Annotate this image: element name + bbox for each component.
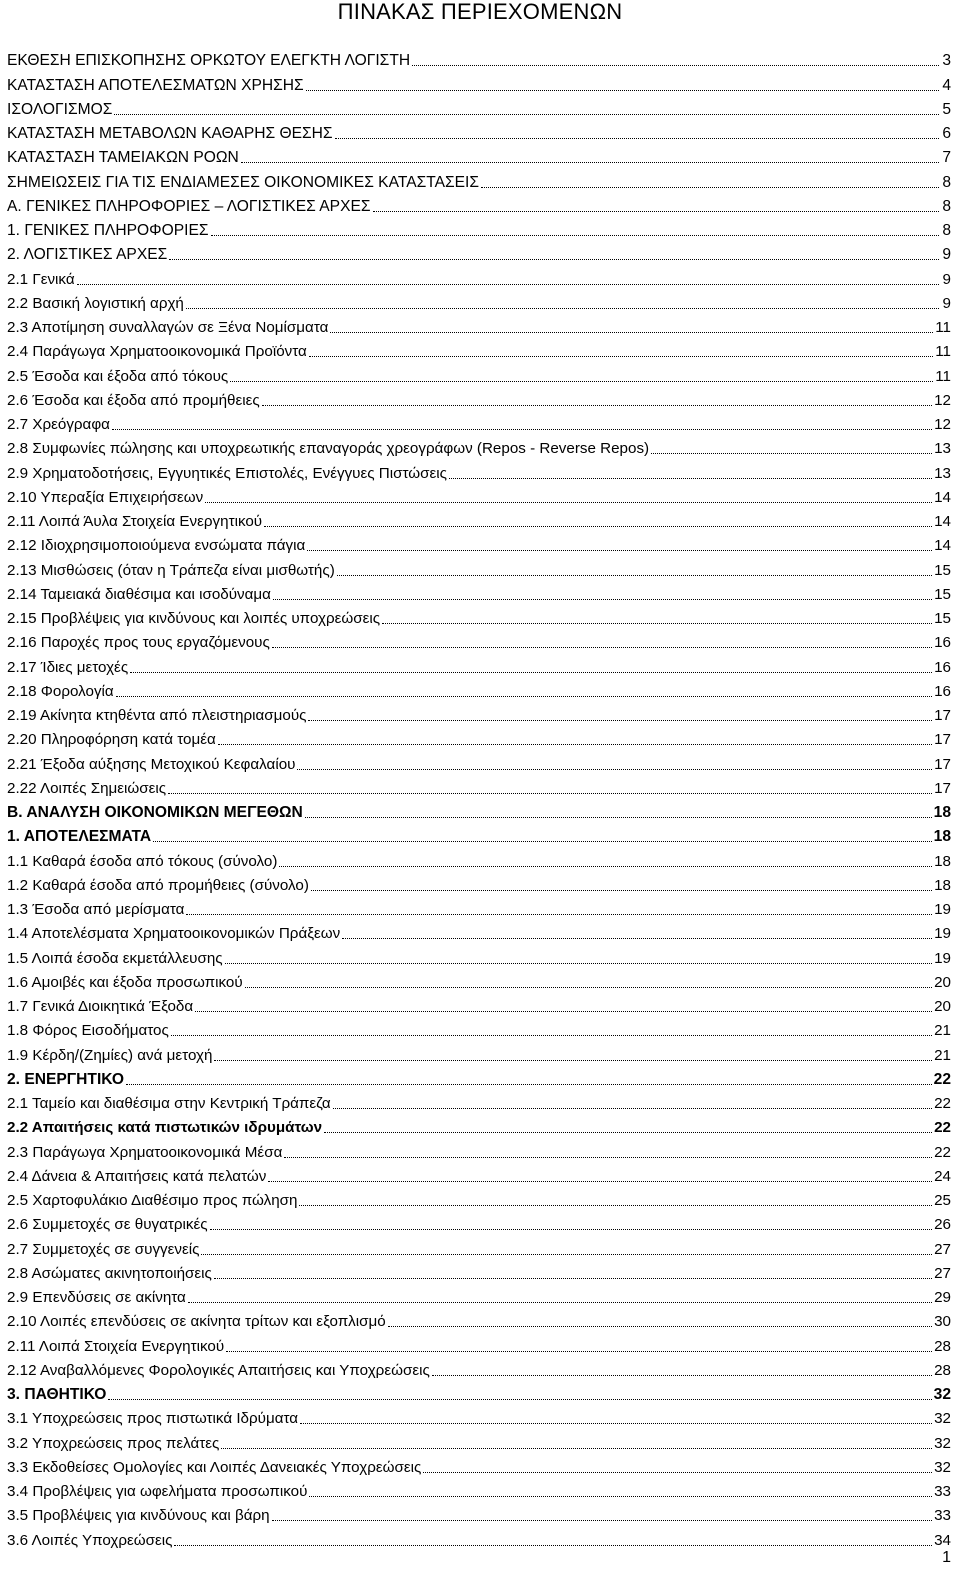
toc-entry[interactable] <box>7 1212 951 1236</box>
toc-entry[interactable] <box>7 169 951 193</box>
toc-dot-leader <box>77 284 939 285</box>
toc-dot-leader <box>311 890 932 891</box>
toc-entry[interactable] <box>7 1333 951 1357</box>
toc-entry-label: 2.11 Λοιπά Άυλα Στοιχεία Ενεργητικού <box>7 513 263 530</box>
toc-entry-page: 18 <box>934 876 951 894</box>
toc-dot-leader <box>423 1472 932 1473</box>
toc-entry-page: 8 <box>942 173 951 191</box>
toc-entry[interactable] <box>7 1430 951 1454</box>
toc-entry-label: ΚΑΤΑΣΤΑΣΗ ΜΕΤΑΒΟΛΩΝ ΚΑΘΑΡΗΣ ΘΕΣΗΣ <box>7 125 333 142</box>
toc-dot-leader <box>308 720 932 721</box>
toc-entry[interactable] <box>7 921 951 945</box>
toc-entry-label: 2.9 Επενδύσεις σε ακίνητα <box>7 1289 186 1306</box>
toc-entry-page: 32 <box>933 1386 951 1403</box>
toc-entry[interactable] <box>7 994 951 1018</box>
toc-dot-leader <box>651 453 932 454</box>
toc-entry[interactable] <box>7 388 951 412</box>
toc-dot-leader <box>218 744 932 745</box>
toc-entry-label: 2.12 Αναβαλλόμενες Φορολογικές Απαιτήσεις και Υποχρεώσεις <box>7 1361 430 1379</box>
toc-entry-page: 11 <box>935 343 951 361</box>
toc-entry-page: 27 <box>934 1264 951 1282</box>
toc-entry-label: ΙΣΟΛΟΓΙΣΜΟΣ <box>7 100 113 118</box>
toc-dot-leader <box>373 211 939 212</box>
toc-entry[interactable] <box>7 1503 951 1527</box>
toc-entry-label: ΕΚΘΕΣΗ ΕΠΙΣΚΟΠΗΣΗΣ ΟΡΚΩΤΟΥ ΕΛΕΓΚΤΗ ΛΟΓΙΣΤΗ <box>7 52 411 70</box>
toc-dot-leader <box>116 696 932 697</box>
toc-entry-label: 2. ΛΟΓΙΣΤΙΚΕΣ ΑΡΧΕΣ <box>7 246 168 264</box>
toc-entry-label: 1.5 Λοιπά έσοδα εκμετάλλευσης <box>7 949 223 967</box>
toc-entry-page: 18 <box>933 828 951 846</box>
toc-entry-page: 21 <box>934 1022 951 1040</box>
toc-entry[interactable] <box>7 1042 951 1066</box>
toc-entry[interactable] <box>7 291 951 315</box>
toc-entry-page: 9 <box>942 246 951 264</box>
toc-entry[interactable] <box>7 242 951 266</box>
toc-entry[interactable] <box>7 363 951 387</box>
toc-dot-leader <box>205 502 932 503</box>
toc-entry-label: 2.15 Προβλέψεις για κινδύνους και λοιπές υποχρεώσεις <box>7 610 381 627</box>
toc-entry[interactable] <box>7 751 951 775</box>
toc-entry-label: 2.4 Παράγωγα Χρηματοοικονομικά Προϊόντα <box>7 343 307 361</box>
toc-entry[interactable] <box>7 533 951 557</box>
toc-entry-label: 2.19 Ακίνητα κτηθέντα από πλειστηριασμούς <box>7 707 307 724</box>
toc-entry-page: 16 <box>934 658 951 676</box>
toc-entry-page: 26 <box>934 1216 951 1234</box>
toc-entry-label: 2.3 Παράγωγα Χρηματοοικονομικά Μέσα <box>7 1143 283 1161</box>
toc-entry-page: 32 <box>934 1458 951 1476</box>
toc-dot-leader <box>268 1181 932 1182</box>
toc-entry-page: 14 <box>934 488 951 506</box>
toc-entry-page: 17 <box>934 779 951 797</box>
toc-entry-page: 22 <box>934 1143 951 1161</box>
toc-entry-label: 2.18 Φορολογία <box>7 682 114 700</box>
toc-entry[interactable] <box>7 1382 951 1406</box>
table-of-contents <box>7 48 951 1552</box>
toc-entry-page: 5 <box>942 100 951 118</box>
toc-entry-label: 2.14 Ταμειακά διαθέσιμα και ισοδύναμα <box>7 585 271 603</box>
toc-entry-page: 22 <box>934 1095 951 1112</box>
toc-entry[interactable] <box>7 1188 951 1212</box>
toc-entry-label: 2.7 Συμμετοχές σε συγγενείς <box>7 1240 200 1258</box>
toc-entry[interactable] <box>7 1115 951 1139</box>
toc-entry-label: 2.21 Έξοδα αύξησης Μετοχικού Κεφαλαίου <box>7 755 296 773</box>
toc-entry-page: 14 <box>934 513 951 530</box>
toc-entry-page: 19 <box>934 901 951 918</box>
toc-entry[interactable] <box>7 121 951 145</box>
toc-entry-page: 22 <box>933 1070 951 1088</box>
toc-dot-leader <box>108 1399 931 1400</box>
toc-entry[interactable] <box>7 1527 951 1551</box>
toc-entry[interactable] <box>7 48 951 72</box>
toc-entry[interactable] <box>7 654 951 678</box>
toc-entry[interactable] <box>7 1455 951 1479</box>
toc-entry[interactable] <box>7 848 951 872</box>
toc-dot-leader <box>388 1326 932 1327</box>
toc-entry[interactable] <box>7 873 951 897</box>
toc-entry-label: 3.2 Υποχρεώσεις προς πελάτες <box>7 1434 220 1452</box>
toc-dot-leader <box>481 187 939 188</box>
toc-entry[interactable] <box>7 266 951 290</box>
toc-dot-leader <box>169 259 939 260</box>
toc-entry-label: 2.9 Χρηματοδοτήσεις, Εγγυητικές Επιστολές, Ενέγγυες Πιστώσεις <box>7 464 447 482</box>
toc-dot-leader <box>114 114 939 115</box>
toc-entry-page: 28 <box>934 1337 951 1355</box>
toc-dot-leader <box>126 1084 932 1085</box>
toc-entry-page: 21 <box>934 1046 951 1064</box>
toc-dot-leader <box>188 1302 932 1303</box>
toc-dot-leader <box>245 987 932 988</box>
toc-entry-page: 8 <box>942 197 951 215</box>
toc-entry[interactable] <box>7 606 951 630</box>
toc-entry-page: 12 <box>934 391 951 409</box>
toc-entry-page: 12 <box>934 416 951 433</box>
toc-dot-leader <box>195 1011 932 1012</box>
toc-entry[interactable] <box>7 218 951 242</box>
toc-entry-label: 2.1 Ταμείο και διαθέσιμα στην Κεντρική Τράπεζα <box>7 1095 331 1112</box>
toc-entry-page: 14 <box>934 537 951 555</box>
toc-dot-leader <box>174 1545 932 1546</box>
toc-entry-page: 6 <box>942 125 951 142</box>
toc-dot-leader <box>305 817 932 818</box>
toc-entry-page: 33 <box>934 1483 951 1500</box>
toc-entry-page: 17 <box>934 707 951 724</box>
toc-entry-page: 11 <box>935 319 951 336</box>
toc-entry-label: ΚΑΤΑΣΤΑΣΗ ΑΠΟΤΕΛΕΣΜΑΤΩΝ ΧΡΗΣΗΣ <box>7 76 304 94</box>
toc-entry-label: 3.6 Λοιπές Υποχρεώσεις <box>7 1531 173 1549</box>
toc-dot-leader <box>284 1157 932 1158</box>
toc-entry[interactable] <box>7 679 951 703</box>
toc-dot-leader <box>337 575 932 576</box>
toc-entry[interactable] <box>7 582 951 606</box>
toc-entry-label: 2.3 Αποτίμηση συναλλαγών σε Ξένα Νομίσματα <box>7 319 329 336</box>
toc-entry[interactable] <box>7 1309 951 1333</box>
toc-entry[interactable] <box>7 436 951 460</box>
toc-entry[interactable] <box>7 509 951 533</box>
toc-dot-leader <box>300 1423 932 1424</box>
toc-entry-page: 17 <box>934 731 951 749</box>
toc-dot-leader <box>214 1278 932 1279</box>
toc-entry[interactable] <box>7 1261 951 1285</box>
toc-entry-page: 32 <box>934 1410 951 1428</box>
toc-entry-label: 2.2 Βασική λογιστική αρχή <box>7 294 184 312</box>
toc-entry[interactable] <box>7 1139 951 1163</box>
toc-entry-page: 34 <box>934 1531 951 1549</box>
toc-dot-leader <box>272 1520 933 1521</box>
toc-entry[interactable] <box>7 1479 951 1503</box>
toc-entry[interactable] <box>7 727 951 751</box>
toc-entry[interactable] <box>7 1236 951 1260</box>
toc-entry-page: 4 <box>942 76 951 94</box>
toc-entry-label: 2.11 Λοιπά Στοιχεία Ενεργητικού <box>7 1337 225 1355</box>
toc-entry[interactable] <box>7 1164 951 1188</box>
toc-entry-page: 7 <box>942 149 951 167</box>
toc-dot-leader <box>130 672 932 673</box>
toc-entry-page: 15 <box>934 561 951 579</box>
toc-entry[interactable] <box>7 630 951 654</box>
toc-entry[interactable] <box>7 1091 951 1115</box>
page-title: ΠΙΝΑΚΑΣ ΠΕΡΙΕΧΟΜΕΝΩΝ <box>337 0 623 24</box>
toc-dot-leader <box>264 526 932 527</box>
toc-entry-page: 24 <box>934 1167 951 1185</box>
toc-dot-leader <box>112 429 932 430</box>
toc-entry-page: 19 <box>934 949 951 967</box>
toc-entry-page: 29 <box>934 1289 951 1306</box>
toc-dot-leader <box>241 162 939 163</box>
toc-entry-page: 16 <box>934 682 951 700</box>
toc-dot-leader <box>186 308 939 309</box>
toc-entry-page: 9 <box>942 270 951 288</box>
toc-entry-label: 2.17 Ίδιες μετοχές <box>7 658 129 676</box>
toc-dot-leader <box>297 769 932 770</box>
toc-entry-page: 22 <box>934 1119 951 1137</box>
toc-dot-leader <box>211 235 939 236</box>
toc-entry-page: 28 <box>934 1361 951 1379</box>
toc-entry-label: 1.2 Καθαρά έσοδα από προμήθειες (σύνολο) <box>7 876 309 894</box>
toc-entry-page: 16 <box>934 634 951 652</box>
toc-entry[interactable] <box>7 412 951 436</box>
toc-dot-leader <box>309 356 933 357</box>
toc-entry-label: 1.6 Αμοιβές και έξοδα προσωπικού <box>7 973 243 991</box>
toc-entry-page: 32 <box>934 1434 951 1452</box>
toc-entry-page: 15 <box>934 585 951 603</box>
toc-dot-leader <box>333 1108 932 1109</box>
toc-entry-label: ΚΑΤΑΣΤΑΣΗ ΤΑΜΕΙΑΚΩΝ ΡΟΩΝ <box>7 149 239 167</box>
toc-entry[interactable] <box>7 72 951 96</box>
toc-entry[interactable] <box>7 339 951 363</box>
toc-entry-label: 2.8 Ασώματες ακινητοποιήσεις <box>7 1264 212 1282</box>
toc-entry[interactable] <box>7 1406 951 1430</box>
toc-entry-label: 3.1 Υποχρεώσεις προς πιστωτικά Ιδρύματα <box>7 1410 299 1428</box>
toc-dot-leader <box>210 1229 933 1230</box>
toc-entry-page: 8 <box>942 222 951 239</box>
toc-entry-page: 20 <box>934 973 951 991</box>
toc-entry-label: 1. ΑΠΟΤΕΛΕΣΜΑΤΑ <box>7 828 152 846</box>
toc-entry-label: 2.8 Συμφωνίες πώλησης και υποχρεωτικής επαναγοράς χρεογράφων (Repos - Reverse Repos) <box>7 440 650 458</box>
toc-entry-page: 33 <box>934 1507 951 1525</box>
toc-dot-leader <box>335 138 939 139</box>
toc-entry-page: 30 <box>934 1313 951 1331</box>
toc-entry[interactable] <box>7 557 951 581</box>
toc-dot-leader <box>306 90 939 91</box>
toc-dot-leader <box>273 599 932 600</box>
toc-entry-page: 17 <box>934 755 951 773</box>
toc-entry[interactable] <box>7 897 951 921</box>
toc-entry[interactable] <box>7 703 951 727</box>
toc-entry-page: 19 <box>934 925 951 943</box>
toc-entry-page: 13 <box>934 440 951 458</box>
toc-entry-label: 2.6 Έσοδα και έξοδα από προμήθειες <box>7 391 260 409</box>
toc-dot-leader <box>272 647 932 648</box>
toc-entry-label: 2.13 Μισθώσεις (όταν η Τράπεζα είναι μισθωτής) <box>7 561 335 579</box>
toc-entry-page: 27 <box>934 1240 951 1258</box>
toc-entry-label: 2.6 Συμμετοχές σε θυγατρικές <box>7 1216 208 1234</box>
toc-entry-label: 1.1 Καθαρά έσοδα από τόκους (σύνολο) <box>7 852 278 870</box>
toc-entry-page: 18 <box>933 804 951 821</box>
toc-dot-leader <box>324 1132 932 1133</box>
toc-entry[interactable] <box>7 1358 951 1382</box>
toc-entry-label: 2.5 Χαρτοφυλάκιο Διαθέσιμο προς πώληση <box>7 1192 298 1209</box>
toc-entry[interactable] <box>7 824 951 848</box>
toc-entry[interactable] <box>7 800 951 824</box>
toc-dot-leader <box>221 1448 932 1449</box>
toc-entry-label: 2.7 Χρεόγραφα <box>7 416 110 433</box>
toc-dot-leader <box>309 1496 932 1497</box>
page-number: 1 <box>942 1549 951 1566</box>
toc-dot-leader <box>168 793 932 794</box>
toc-dot-leader <box>186 914 932 915</box>
toc-entry-page: 18 <box>934 852 951 870</box>
toc-entry[interactable] <box>7 1018 951 1042</box>
toc-dot-leader <box>201 1254 932 1255</box>
toc-entry-label: 2.16 Παροχές προς τους εργαζόμενους <box>7 634 270 652</box>
toc-entry-page: 9 <box>942 294 951 312</box>
toc-entry[interactable] <box>7 970 951 994</box>
toc-dot-leader <box>412 65 939 66</box>
toc-entry[interactable] <box>7 776 951 800</box>
toc-entry-label: 2.4 Δάνεια & Απαιτήσεις κατά πελατών <box>7 1167 267 1185</box>
toc-dot-leader <box>299 1205 932 1206</box>
toc-entry-label: Β. ΑΝΑΛΥΣΗ ΟΙΚΟΝΟΜΙΚΩΝ ΜΕΓΕΘΩΝ <box>7 804 303 821</box>
toc-entry-label: 3. ΠΑΘΗΤΙΚΟ <box>7 1386 107 1403</box>
toc-entry-label: 1.8 Φόρος Εισοδήματος <box>7 1022 169 1040</box>
toc-entry-label: 1. ΓΕΝΙΚΕΣ ΠΛΗΡΟΦΟΡΙΕΣ <box>7 222 209 239</box>
toc-entry-label: 2.1 Γενικά <box>7 270 75 288</box>
toc-entry[interactable] <box>7 1285 951 1309</box>
toc-entry[interactable] <box>7 485 951 509</box>
toc-entry-label: 1.7 Γενικά Διοικητικά Έξοδα <box>7 998 194 1015</box>
toc-entry-page: 13 <box>934 464 951 482</box>
toc-entry[interactable] <box>7 945 951 969</box>
toc-dot-leader <box>225 963 932 964</box>
toc-entry[interactable] <box>7 194 951 218</box>
toc-entry-page: 11 <box>935 367 951 385</box>
toc-dot-leader <box>342 938 932 939</box>
toc-entry-label: 1.3 Έσοδα από μερίσματα <box>7 901 185 918</box>
toc-dot-leader <box>432 1375 932 1376</box>
toc-entry-label: 3.4 Προβλέψεις για ωφελήματα προσωπικού <box>7 1483 308 1500</box>
toc-dot-leader <box>262 405 932 406</box>
toc-entry[interactable] <box>7 145 951 169</box>
toc-dot-leader <box>230 381 933 382</box>
toc-entry-label: 3.5 Προβλέψεις για κινδύνους και βάρη <box>7 1507 270 1525</box>
toc-dot-leader <box>279 866 932 867</box>
toc-entry-label: 2.20 Πληροφόρηση κατά τομέα <box>7 731 216 749</box>
toc-dot-leader <box>153 841 932 842</box>
toc-dot-leader <box>330 332 933 333</box>
toc-entry-label: ΣΗΜΕΙΩΣΕΙΣ ΓΙΑ ΤΙΣ ΕΝΔΙΑΜΕΣΕΣ ΟΙΚΟΝΟΜΙΚΕΣ ΚΑΤΑΣΤΑΣΕΙΣ <box>7 173 480 191</box>
toc-entry-label: 1.4 Αποτελέσματα Χρηματοοικονομικών Πράξεων <box>7 925 341 943</box>
toc-dot-leader <box>449 478 932 479</box>
toc-entry-page: 15 <box>934 610 951 627</box>
toc-entry-label: 2. ΕΝΕΡΓΗΤΙΚΟ <box>7 1070 124 1088</box>
toc-entry-page: 25 <box>934 1192 951 1209</box>
toc-entry-page: 3 <box>942 52 951 70</box>
toc-entry-label: 1.9 Κέρδη/(Ζημίες) ανά μετοχή <box>7 1046 213 1064</box>
toc-dot-leader <box>382 623 932 624</box>
toc-entry-page: 20 <box>934 998 951 1015</box>
toc-entry-label: 2.10 Λοιπές επενδύσεις σε ακίνητα τρίτων και εξοπλισμό <box>7 1313 386 1331</box>
toc-dot-leader <box>226 1351 932 1352</box>
toc-entry-label: 2.12 Ιδιοχρησιμοποιούμενα ενσώματα πάγια <box>7 537 306 555</box>
toc-dot-leader <box>307 550 932 551</box>
toc-entry-label: 2.5 Έσοδα και έξοδα από τόκους <box>7 367 229 385</box>
toc-entry-label: 3.3 Εκδοθείσες Ομολογίες και Λοιπές Δανειακές Υποχρεώσεις <box>7 1458 422 1476</box>
toc-entry[interactable] <box>7 315 951 339</box>
toc-dot-leader <box>214 1060 932 1061</box>
toc-entry-label: 2.10 Υπεραξία Επιχειρήσεων <box>7 488 204 506</box>
toc-dot-leader <box>171 1035 932 1036</box>
toc-entry-label: Α. ΓΕΝΙΚΕΣ ΠΛΗΡΟΦΟΡΙΕΣ – ΛΟΓΙΣΤΙΚΕΣ ΑΡΧΕΣ <box>7 197 371 215</box>
toc-entry-label: 2.22 Λοιπές Σημειώσεις <box>7 779 167 797</box>
toc-entry-label: 2.2 Απαιτήσεις κατά πιστωτικών ιδρυμάτων <box>7 1119 323 1137</box>
toc-entry[interactable] <box>7 97 951 121</box>
toc-entry[interactable] <box>7 1067 951 1091</box>
toc-entry[interactable] <box>7 460 951 484</box>
